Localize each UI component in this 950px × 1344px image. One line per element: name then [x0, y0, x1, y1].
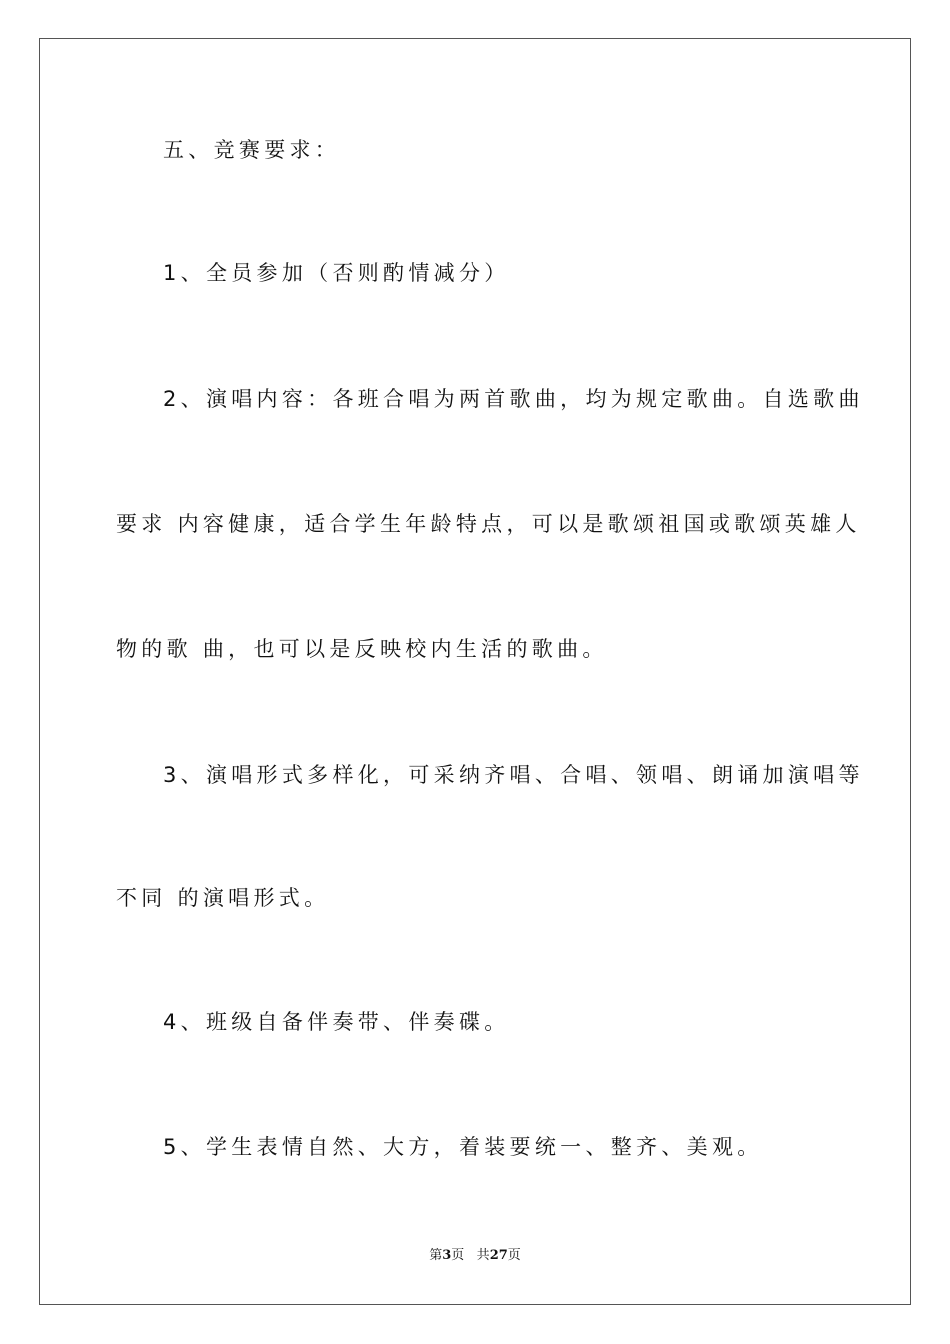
page-frame [39, 38, 911, 1305]
page-label-suffix: 页 [451, 1248, 465, 1263]
requirement-3-line-1: 3、演唱形式多样化，可采纳齐唱、合唱、领唱、朗诵加演唱等 [163, 763, 864, 787]
requirement-2-line-2: 要求 内容健康，适合学生年龄特点，可以是歌颂祖国或歌颂英雄人 [116, 512, 861, 536]
requirement-1: 1、全员参加（否则酌情减分） [163, 261, 510, 285]
requirement-5: 5、学生表情自然、大方，着装要统一、整齐、美观。 [163, 1135, 763, 1159]
page-footer [0, 1246, 950, 1266]
total-pages: 27 [489, 1248, 508, 1263]
total-label-suffix: 页 [507, 1248, 521, 1263]
requirement-2-line-3: 物的歌 曲，也可以是反映校内生活的歌曲。 [116, 637, 608, 661]
requirement-4: 4、班级自备伴奏带、伴奏碟。 [163, 1010, 510, 1034]
page-label-prefix: 第 [429, 1248, 443, 1263]
section-heading: 五、竞赛要求： [163, 138, 341, 162]
total-label-prefix: 共 [476, 1248, 490, 1263]
requirement-2-line-1: 2、演唱内容：各班合唱为两首歌曲，均为规定歌曲。自选歌曲 [163, 387, 864, 411]
page-number: 3 [442, 1248, 452, 1263]
requirement-3-line-2: 不同 的演唱形式。 [116, 886, 330, 910]
